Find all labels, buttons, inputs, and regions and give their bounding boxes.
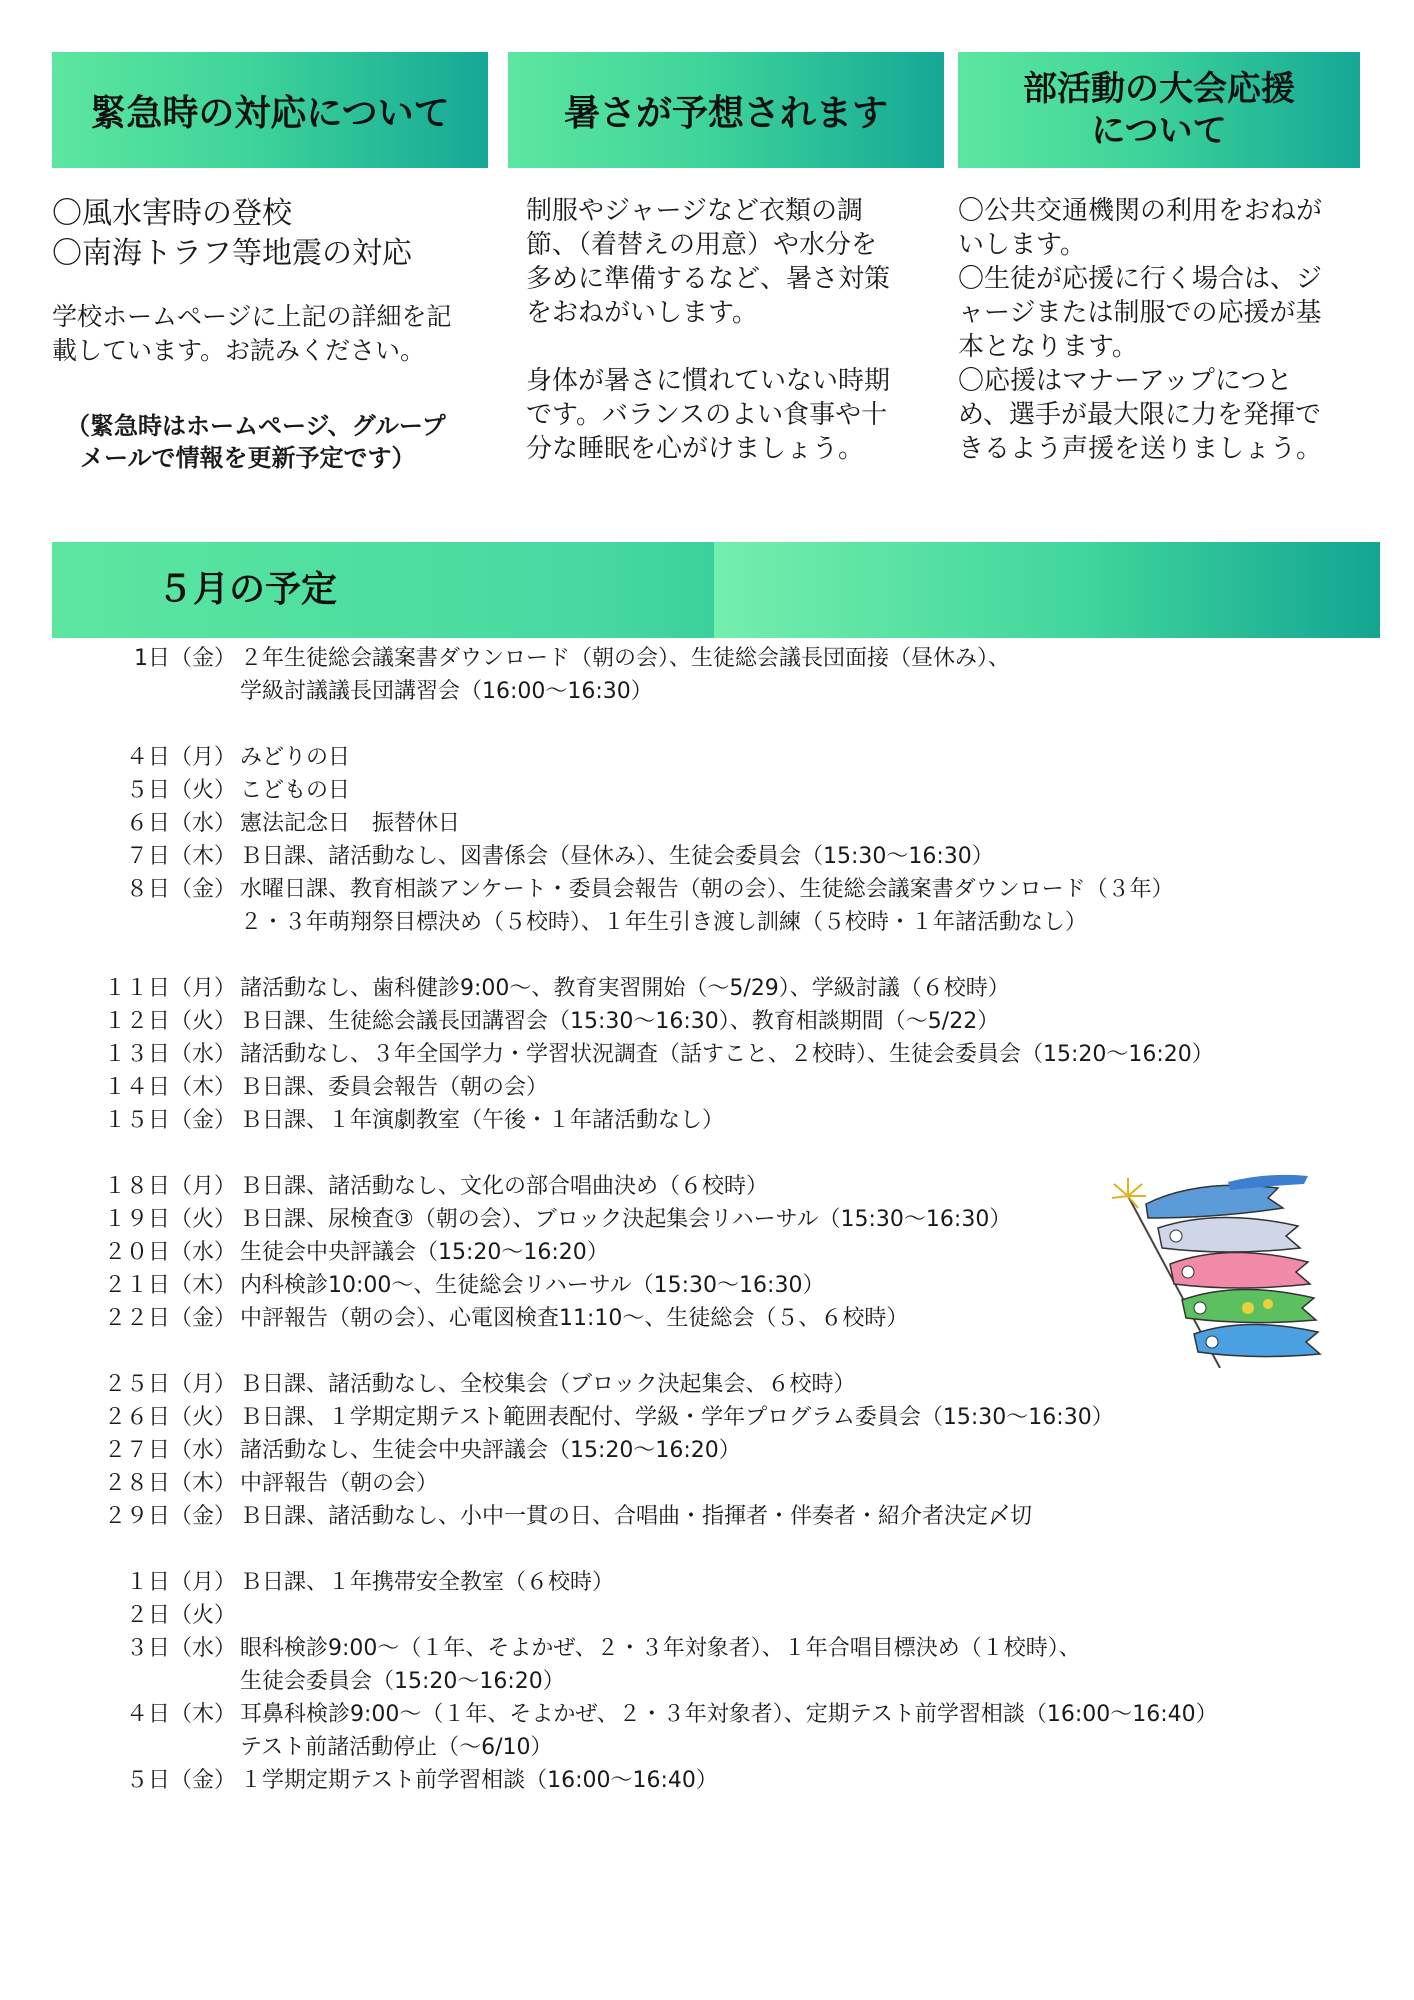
emergency-item: 〇風水害時の登校 xyxy=(52,196,292,231)
paragraph-line: 節、（着替えの用意）や水分を xyxy=(526,230,878,260)
heat-title: 暑さが予想されます xyxy=(563,92,888,134)
paragraph-line: 多めに準備するなど、暑さ対策 xyxy=(526,264,891,294)
schedule-text: Ｂ日課、諸活動なし、文化の部合唱曲決め（６校時） xyxy=(240,1174,769,1199)
paragraph-line: 身体が暑さに慣れていない時期 xyxy=(526,366,891,396)
schedule-date: ５日（金） xyxy=(125,1768,236,1793)
koinobori-icon xyxy=(1108,1168,1348,1368)
schedule-date: １１日（月） xyxy=(103,976,236,1001)
schedule-row xyxy=(0,1104,1414,1137)
schedule-row xyxy=(0,774,1414,807)
schedule-row xyxy=(0,1401,1414,1434)
group-spacer xyxy=(0,939,1414,972)
schedule-text: 生徒会委員会（15:20～16:20） xyxy=(240,1669,565,1694)
schedule-date: ４日（月） xyxy=(125,745,236,770)
emergency-column xyxy=(52,194,482,474)
schedule-date: ２９日（金） xyxy=(103,1504,236,1529)
group-spacer xyxy=(0,1137,1414,1170)
club-line: ャージまたは制服での応援が基 xyxy=(958,298,1322,328)
schedule-text: 耳鼻科検診9:00～（１年、そよかぜ、２・３年対象者）、定期テスト前学習相談（16:00～16:40） xyxy=(240,1702,1218,1727)
paragraph-line: 学校ホームページに上記の詳細を記 xyxy=(52,302,452,331)
schedule-row xyxy=(0,1005,1414,1038)
schedule-text: 学級討議議長団講習会（16:00～16:30） xyxy=(240,679,653,704)
club-line: 〇公共交通機関の利用をおねが xyxy=(958,196,1323,226)
schedule-row xyxy=(0,1368,1414,1401)
schedule-text: Ｂ日課、生徒総会議長団講習会（15:30～16:30）、教育相談期間（～5/22） xyxy=(240,1009,1000,1034)
schedule-text: １学期定期テスト前学習相談（16:00～16:40） xyxy=(240,1768,718,1793)
schedule-text: こどもの日 xyxy=(240,778,351,803)
schedule-row xyxy=(0,1467,1414,1500)
paragraph-line: 制服やジャージなど衣類の調 xyxy=(526,196,863,226)
schedule-text: 水曜日課、教育相談アンケート・委員会報告（朝の会）、生徒総会議案書ダウンロード（３年） xyxy=(240,877,1174,902)
schedule-text: Ｂ日課、尿検査③（朝の会）、ブロック決起集会リハーサル（15:30～16:30） xyxy=(240,1207,1012,1232)
schedule-text: 生徒会中央評議会（15:20～16:20） xyxy=(240,1240,609,1265)
schedule-date: ７日（木） xyxy=(125,844,236,869)
schedule-row xyxy=(0,1698,1414,1731)
schedule-text: 諸活動なし、生徒会中央評議会（15:20～16:20） xyxy=(240,1438,741,1463)
schedule-row xyxy=(0,642,1414,675)
club-line: 〇生徒が応援に行く場合は、ジ xyxy=(958,264,1323,294)
schedule-text: Ｂ日課、１学期定期テスト範囲表配付、学級・学年プログラム委員会（15:30～16:30） xyxy=(240,1405,1114,1430)
schedule-text: 中評報告（朝の会） xyxy=(240,1471,439,1496)
schedule-row xyxy=(0,1434,1414,1467)
schedule-banner xyxy=(52,542,1380,638)
schedule-title: ５月の予定 xyxy=(157,569,338,610)
club-line: め、選手が最大限に力を発揮で xyxy=(958,400,1321,430)
schedule-text: 眼科検診9:00～（１年、そよかぜ、２・３年対象者）、１年合唱目標決め（１校時）、 xyxy=(240,1636,1081,1661)
schedule-date: ３日（水） xyxy=(125,1636,236,1661)
club-line: いします。 xyxy=(958,230,1086,260)
heat-banner xyxy=(508,52,944,168)
schedule-date: ８日（金） xyxy=(125,877,236,902)
schedule-text: 諸活動なし、３年全国学力・学習状況調査（話すこと、２校時）、生徒会委員会（15:20～16:20） xyxy=(240,1042,1214,1067)
schedule-text: 憲法記念日 振替休日 xyxy=(240,811,461,836)
schedule-date: ６日（水） xyxy=(125,811,236,836)
heat-paragraph-1 xyxy=(526,194,926,330)
schedule-date: １８日（月） xyxy=(103,1174,236,1199)
schedule-row xyxy=(0,1764,1414,1797)
schedule-row xyxy=(0,1500,1414,1533)
club-column xyxy=(958,194,1360,466)
schedule-date: １２日（火） xyxy=(103,1009,236,1034)
schedule-text: Ｂ日課、諸活動なし、小中一貫の日、合唱曲・指揮者・伴奏者・紹介者決定〆切 xyxy=(240,1504,1033,1529)
club-title-line: 部活動の大会応援 xyxy=(1023,68,1295,109)
paragraph-line: をおねがいします。 xyxy=(526,298,758,328)
heat-column xyxy=(526,194,926,466)
schedule-date: １３日（水） xyxy=(103,1042,236,1067)
club-line: 〇応援はマナーアップにつと xyxy=(958,366,1293,396)
schedule-date: 1日（金） xyxy=(134,646,236,671)
schedule-text: Ｂ日課、１年演劇教室（午後・１年諸活動なし） xyxy=(240,1108,725,1133)
club-banner xyxy=(958,52,1360,168)
schedule-row xyxy=(0,1599,1414,1632)
schedule-text: Ｂ日課、諸活動なし、図書係会（昼休み）、生徒会委員会（15:30～16:30） xyxy=(240,844,994,869)
schedule-date: ４日（木） xyxy=(125,1702,236,1727)
emergency-title: 緊急時の対応について xyxy=(90,92,450,134)
banner-accent xyxy=(714,542,1380,638)
schedule-text: みどりの日 xyxy=(240,745,351,770)
schedule-row xyxy=(0,840,1414,873)
schedule-date: ２８日（木） xyxy=(103,1471,236,1496)
group-spacer xyxy=(0,708,1414,741)
club-line: 本となります。 xyxy=(958,332,1138,362)
schedule-date: ２１日（木） xyxy=(103,1273,236,1298)
schedule-row xyxy=(0,807,1414,840)
schedule-continuation xyxy=(0,1665,1414,1698)
schedule-text: 内科検診10:00～、生徒総会リハーサル（15:30～16:30） xyxy=(240,1273,825,1298)
note-line: （緊急時はホームページ、グループ xyxy=(66,412,446,440)
schedule-continuation xyxy=(0,1731,1414,1764)
paragraph-line: 載しています。お読みください。 xyxy=(52,336,426,365)
schedule-continuation xyxy=(0,675,1414,708)
paragraph-line: です。バランスのよい食事や十 xyxy=(526,400,888,430)
schedule-date: ２６日（火） xyxy=(103,1405,236,1430)
note-line: メールで情報を更新予定です） xyxy=(80,444,416,472)
schedule-text: Ｂ日課、諸活動なし、全校集会（ブロック決起集会、６校時） xyxy=(240,1372,856,1397)
schedule-date: １４日（木） xyxy=(103,1075,236,1100)
paragraph-line: 分な睡眠を心がけましょう。 xyxy=(526,434,865,464)
schedule-row xyxy=(0,741,1414,774)
schedule-text: 諸活動なし、歯科健診9:00～、教育実習開始（～5/29）、学級討議（６校時） xyxy=(240,976,1010,1001)
schedule-text: テスト前諸活動停止（～6/10） xyxy=(240,1735,553,1760)
emergency-note xyxy=(52,410,482,474)
club-title-line: について xyxy=(1091,111,1227,151)
schedule-date: ２日（火） xyxy=(125,1603,236,1628)
group-spacer xyxy=(0,1533,1414,1566)
schedule-date: ２５日（月） xyxy=(103,1372,236,1397)
schedule-text: Ｂ日課、委員会報告（朝の会） xyxy=(240,1075,549,1100)
emergency-paragraph xyxy=(52,300,482,368)
schedule-text: 中評報告（朝の会）、心電図検査11:10～、生徒総会（５、６校時） xyxy=(240,1306,909,1331)
schedule-text: ２・３年萌翔祭目標決め（５校時）、１年生引き渡し訓練（５校時・１年諸活動なし） xyxy=(240,910,1088,935)
schedule-row xyxy=(0,1038,1414,1071)
schedule-row xyxy=(0,1566,1414,1599)
schedule-date: １９日（火） xyxy=(103,1207,236,1232)
schedule-date: ２２日（金） xyxy=(103,1306,236,1331)
schedule-date: １５日（金） xyxy=(103,1108,236,1133)
schedule-date: ５日（火） xyxy=(125,778,236,803)
heat-paragraph-2 xyxy=(526,364,926,466)
schedule-row xyxy=(0,1632,1414,1665)
emergency-banner xyxy=(52,52,488,168)
club-line: きるよう声援を送りましょう。 xyxy=(958,434,1323,464)
schedule-date: １日（月） xyxy=(125,1570,236,1595)
schedule-row xyxy=(0,972,1414,1005)
schedule-continuation xyxy=(0,906,1414,939)
schedule-text: ２年生徒総会議案書ダウンロード（朝の会）、生徒総会議長団面接（昼休み）、 xyxy=(240,646,1011,671)
schedule-text: Ｂ日課、１年携帯安全教室（６校時） xyxy=(240,1570,615,1595)
schedule-row xyxy=(0,1071,1414,1104)
schedule-date: ２７日（水） xyxy=(103,1438,236,1463)
emergency-item: 〇南海トラフ等地震の対応 xyxy=(52,236,412,271)
schedule-date: ２０日（水） xyxy=(103,1240,236,1265)
schedule-row xyxy=(0,873,1414,906)
